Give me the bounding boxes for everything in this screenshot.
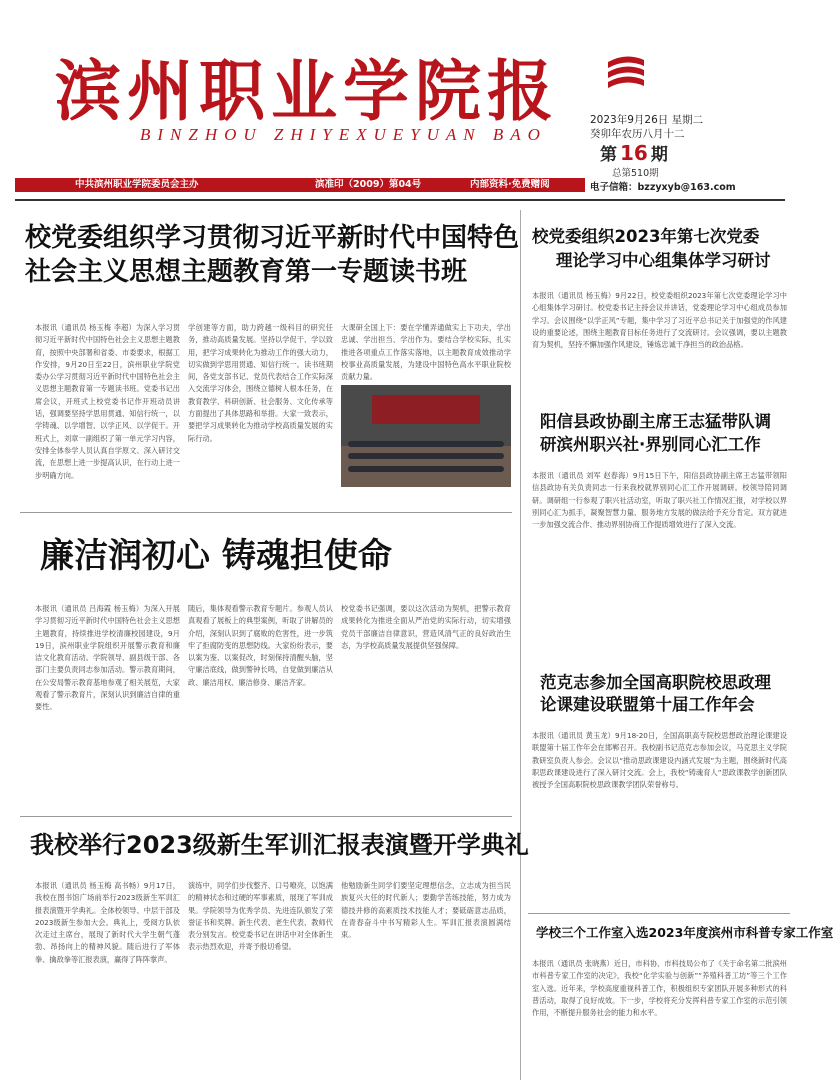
issue-number: 第 16 期 bbox=[600, 141, 668, 165]
total-issue: 总第510期 bbox=[612, 168, 659, 179]
study-photo bbox=[341, 385, 511, 487]
headline-study-1: 校党委组织学习贯彻习近平新时代中国特色 bbox=[25, 223, 520, 253]
headline-experts: 学校三个工作室入选2023年度滨州市科普专家工作室 bbox=[536, 925, 833, 940]
article-study-col2: 学创建等方面，助力跨越一级科目的研究任务，推动高质量发展。坚持以学促干、学以致用，把学习成果转化为推动工作的强大动力，切实做到学思用贯通、知信行统一。读书班期间，各党支部书记、党员代表结合工作实际深入交流学习体会，围绕立德树人根本任务，在教育教学、科研创新、社会服务、文化传承等方面提出了具体思路和举措。大家一致表示，要把学习成果转化为推动学校高质量发展的实际行动。 bbox=[188, 323, 333, 443]
article-experts-body: 本报讯（通讯员 张晓燕）近日，市科协、市科技局公布了《关于命名第二批滨州市科普专家工作室的决定》，我校“化学实验与创新”“养殖科普工坊”等三个工作室入选。近年来，学校高度重视科普工作，积极组织专家团队开展多种形式的科普活动，取得了良好成效。下一步，学校将充分发挥科普专家工作室的示范引领作用，不断提升服务社会的能力和水平。 bbox=[532, 959, 787, 1018]
article-integrity-col2: 随后，集体观看警示教育专题片。参观人员认真观看了展板上的典型案例，听取了讲解员的介绍，深刻认识到了腐败的危害性，进一步筑牢了拒腐防变的思想防线。大家纷纷表示，要以案为鉴、以案促改，时刻保持清醒头脑，坚守廉洁底线，做到警钟长鸣，自觉做到廉洁从政、廉洁用权、廉洁修身、廉洁齐家。 bbox=[188, 604, 333, 687]
email-address: 电子信箱：bzzyxyb@163.com bbox=[590, 182, 736, 193]
headline-visit-2: 研滨州职兴社·界别同心汇工作 bbox=[540, 435, 761, 454]
article-alliance-body: 本报讯（通讯员 黄玉龙）9月18-20日，全国高职高专院校思想政治理论课建设联盟第十届工作年会在邯郸召开。我校副书记范克志参加会议，马克思主义学院教研室负责人参会。会议以“推动思政课建设内涵式发展”为主题，围绕新时代高职思政课建设进行了深入研讨交流。会上，我校“铸魂育人”思政课教学创新团队被授予全国高职院校思政课教学团队荣誉称号。 bbox=[532, 731, 787, 790]
headline-center-1: 校党委组织2023年第七次党委 bbox=[532, 227, 760, 246]
headline-visit-1: 阳信县政协副主席王志猛带队调 bbox=[540, 412, 771, 431]
headline-alliance-2: 论课建设联盟第十届工作年会 bbox=[540, 695, 755, 714]
headline-center-2: 理论学习中心组集体学习研讨 bbox=[556, 251, 771, 270]
newspaper-pinyin: BINZHOU ZHIYEXUEYUAN BAO bbox=[140, 125, 547, 144]
divider-right bbox=[528, 913, 790, 914]
article-military-col1: 本报讯（通讯员 杨玉梅 高书畅）9月17日，我校在图书馆广场前举行2023级新生军训汇报表演暨开学典礼。全体校领导、中层干部及2023级新生参加大会。典礼上，受阅方队依次走过主席台，展现了新时代大学生朝气蓬勃、昂扬向上的精神风貌。随后进行了军体拳、擒敌拳等汇报表演，赢得了阵阵掌声。 bbox=[35, 881, 180, 964]
article-military-col3: 他勉励新生同学们要坚定理想信念，立志成为担当民族复兴大任的时代新人；要勤学苦练技能，努力成为德技并修的高素质技术技能人才；要砥砺意志品质，在青春奋斗中书写精彩人生。军训汇报表演圆满结束。 bbox=[341, 881, 511, 940]
article-integrity-col3: 校党委书记强调，要以这次活动为契机，把警示教育成果转化为推进全面从严治党的实际行动，切实增强党员干部廉洁自律意识，营造风清气正的良好政治生态，为学校高质量发展提供坚强保障。 bbox=[341, 604, 511, 650]
distribution-note: 内部资料·免费赠阅 bbox=[470, 179, 550, 190]
headline-military: 我校举行2023级新生军训汇报表演暨开学典礼 bbox=[30, 831, 529, 859]
masthead bbox=[0, 0, 800, 228]
article-study-col3: 大课研全国上下：要在学懂弄通做实上下功夫，学出忠诚、学出担当、学出作为。要结合学校实际，扎实推进各项重点工作落实落地，以主题教育成效推动学校事业高质量发展，为建设中国特色高水平职业院校贡献力量。 bbox=[341, 323, 511, 382]
headline-alliance-1: 范克志参加全国高职院校思政理 bbox=[540, 673, 771, 692]
publish-date: 2023年9月26日 星期二 bbox=[590, 114, 704, 126]
lunar-date: 癸卯年农历八月十二 bbox=[590, 128, 685, 140]
sponsor-bar bbox=[15, 178, 585, 192]
divider-2 bbox=[20, 816, 512, 817]
column-divider bbox=[520, 210, 521, 1080]
headline-study-2: 社会主义思想主题教育第一专题读书班 bbox=[25, 257, 468, 287]
divider-1 bbox=[20, 512, 512, 513]
article-visit-body: 本报讯（通讯员 刘军 赵春海）9月15日下午，阳信县政协副主席王志猛带领阳信县政协有关负责同志一行来我校就界别同心汇工作开展调研。校领导陪同调研。调研组一行参观了职兴社活动室，听取了职兴社工作情况汇报，对学校以界别同心汇为抓手，凝聚智慧力量、服务地方发展的做法给予充分肯定。双方就进一步加强交流合作、推动界别协商工作提质增效进行了深入交流。 bbox=[532, 471, 787, 530]
school-logo-icon bbox=[604, 52, 648, 90]
article-military-col2: 演练中，同学们步伐整齐、口号嘹亮，以饱满的精神状态和过硬的军事素质，展现了军训成果。学院领导为优秀学员、先进连队颁发了荣誉证书和奖牌。新生代表、老生代表、教师代表分别发言。校党委书记在讲话中对全体新生表示热烈欢迎，并寄予殷切希望。 bbox=[188, 881, 333, 952]
serial-number: 滨准印（2009）第04号 bbox=[315, 179, 422, 190]
sponsor-text: 中共滨州职业学院委员会主办 bbox=[75, 179, 199, 190]
headline-integrity: 廉洁润初心 铸魂担使命 bbox=[40, 536, 392, 576]
article-study-col1: 本报讯（通讯员 杨玉梅 李超）为深入学习贯彻习近平新时代中国特色社会主义思想主题教育，按照中央部署和省委、市委要求，根据工作安排，9月20日至22日，滨州职业学院党委办公学习贯彻习近平新时代中国特色社会主义思想主题教育第一专题读书班。党委书记出席会议，开班式上校党委书记作开班动员讲话，强调要坚持学思用贯通、知信行统一，以学铸魂、以学增智、以学正风、以学促干。开班式上，刘章一副组织了第一单元学习内容，安排全体参学人员认真自学原文、深入研讨交流，在思想上进一步提高认识，在行动上进一步明确方向。 bbox=[35, 323, 180, 480]
newspaper-title: 滨州职业学院报 bbox=[55, 52, 559, 130]
article-integrity-col1: 本报讯（通讯员 吕海霞 杨玉梅）为深入开展学习贯彻习近平新时代中国特色社会主义思想主题教育，持续推进学校清廉校园建设，9月19日，滨州职业学院组织开展警示教育和廉洁文化教育活动。学院领导、副县级干部、各部门主要负责同志参加活动。警示教育期间，在公安局警示教育基地参观了相关展览，大家观看了警示教育片，深刻认识到廉洁自律的重要性。 bbox=[35, 604, 180, 712]
article-center-body: 本报讯（通讯员 杨玉梅）9月22日，校党委组织2023年第七次党委理论学习中心组集体学习研讨。校党委书记主持会议并讲话，党委理论学习中心组成员参加学习。会议围绕“以学正风”专题，集中学习了习近平总书记关于加强党的作风建设的重要论述，围绕主题教育目标任务进行了交流研讨。会议强调，要以主题教育为契机，坚持不懈加强作风建设，锤炼忠诚干净担当的政治品格。 bbox=[532, 291, 787, 350]
header-divider bbox=[15, 199, 785, 201]
